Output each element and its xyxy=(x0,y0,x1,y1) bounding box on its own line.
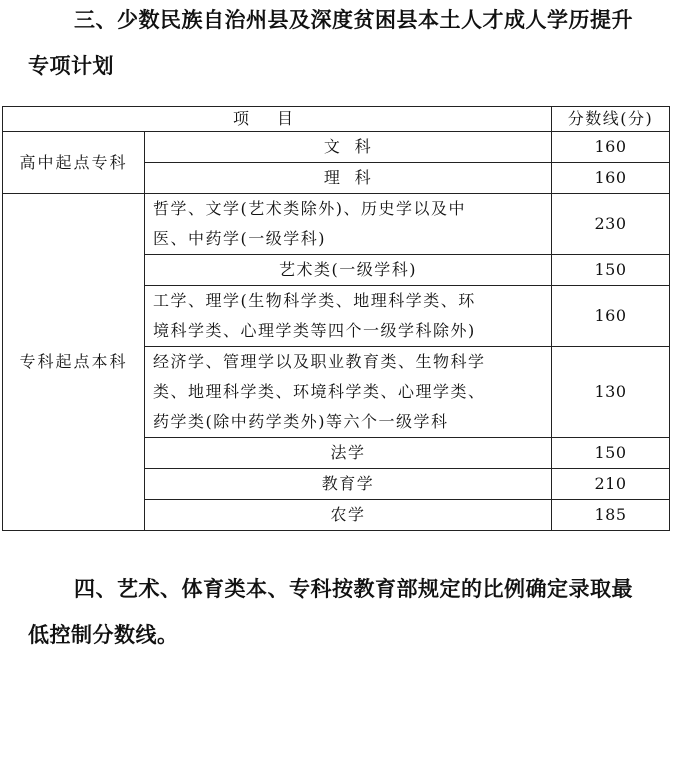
section-3-line-1: 三、少数民族自治州县及深度贫困县本土人才成人学历提升 xyxy=(74,8,633,32)
item-cell: 艺术类(一级学科) xyxy=(145,255,552,286)
group-label: 专科起点本科 xyxy=(3,194,145,531)
item-line: 类、地理科学类、环境科学类、心理学类、 xyxy=(153,382,486,401)
score-cell: 210 xyxy=(552,469,670,500)
item-cell xyxy=(145,286,552,347)
item-cell: 教育学 xyxy=(145,469,552,500)
item-cell: 文 科 xyxy=(145,132,552,163)
section-3-heading xyxy=(28,0,672,90)
table-row xyxy=(3,132,670,163)
section-4-paragraph xyxy=(28,565,672,655)
group-label: 高中起点专科 xyxy=(3,132,145,194)
item-cell xyxy=(145,194,552,255)
section-3-line-2: 专项计划 xyxy=(28,54,114,78)
score-cell: 160 xyxy=(552,163,670,194)
item-cell: 农学 xyxy=(145,500,552,531)
item-line: 经济学、管理学以及职业教育类、生物科学 xyxy=(153,352,486,371)
score-cell: 185 xyxy=(552,500,670,531)
item-line: 哲学、文学(艺术类除外)、历史学以及中 xyxy=(153,199,466,218)
score-cell: 230 xyxy=(552,194,670,255)
section-4-line-1: 四、艺术、体育类本、专科按教育部规定的比例确定录取最 xyxy=(74,577,633,601)
header-score: 分数线(分) xyxy=(552,107,670,132)
item-line: 医、中药学(一级学科) xyxy=(153,229,326,248)
item-cell xyxy=(145,347,552,438)
header-item xyxy=(3,107,552,132)
table-header-row xyxy=(3,107,670,132)
item-cell: 理 科 xyxy=(145,163,552,194)
item-line: 境科学类、心理学类等四个一级学科除外) xyxy=(153,321,476,340)
score-cell: 130 xyxy=(552,347,670,438)
item-line: 药学类(除中药学类外)等六个一级学科 xyxy=(153,412,449,431)
score-cell: 160 xyxy=(552,132,670,163)
item-line: 工学、理学(生物科学类、地理科学类、环 xyxy=(153,291,476,310)
score-cell: 160 xyxy=(552,286,670,347)
section-4-line-2: 低控制分数线。 xyxy=(28,623,179,647)
score-cell: 150 xyxy=(552,255,670,286)
table-row xyxy=(3,194,670,255)
item-cell: 法学 xyxy=(145,438,552,469)
score-table xyxy=(2,106,670,531)
header-item-label: 项目 xyxy=(233,109,322,128)
score-cell: 150 xyxy=(552,438,670,469)
